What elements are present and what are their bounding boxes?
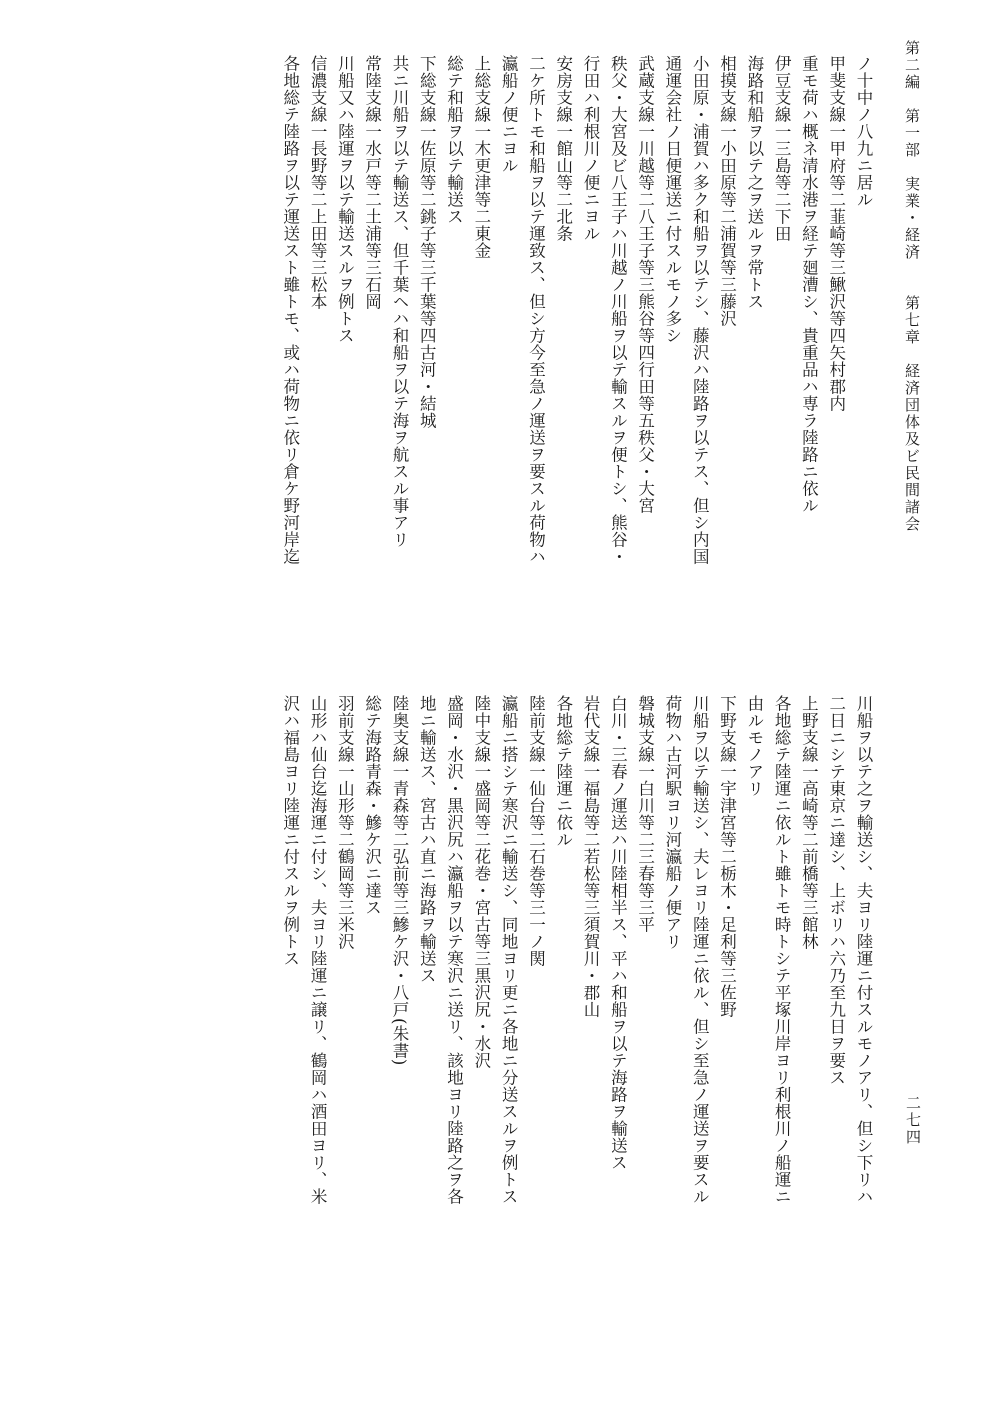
text-line: 川船又ハ陸運ヲ以テ輸送スルヲ例トス [335,55,355,344]
text-line: 二日ニシテ東京ニ達シ、上ボリハ六乃至九日ヲ要ス [826,695,846,1086]
text-line: 行田ハ利根川ノ便ニヨル [581,55,601,242]
text-line: 共ニ川船ヲ以テ輸送ス、但千葉ヘハ和船ヲ以テ海ヲ航スル事アリ [389,55,409,548]
text-line: 上総支線一木更津等二東金 [471,55,491,259]
text-line: 下総支線一佐原等二銚子等三千葉等四古河・結城 [417,55,437,429]
text-line: 白川・三春ノ運送ハ川陸相半ス、平ハ和船ヲ以テ海路ヲ輸送ス [608,695,628,1171]
text-line: 伊豆支線一三島等二下田 [772,55,792,242]
upper-text-block [57,55,877,655]
text-line: 海路和船ヲ以テ之ヲ送ルヲ常トス [744,55,764,310]
text-line: 小田原・浦賀ハ多ク和船ヲ以テシ、藤沢ハ陸路ヲ以テス、但シ内国 [690,55,710,565]
text-line: 総テ海路青森・鰺ケ沢ニ達ス [362,695,382,916]
text-line: 瀛船ニ搭シテ寒沢ニ輸送シ、同地ヨリ更ニ各地ニ分送スルヲ例トス [499,695,519,1205]
text-line: 盛岡・水沢・黒沢尻ハ瀛船ヲ以テ寒沢ニ送リ、該地ヨリ陸路之ヲ各 [444,695,464,1205]
text-line: 川船ヲ以テ輸送シ、夫レヨリ陸運ニ依ル、但シ至急ノ運送ヲ要スル [690,695,710,1205]
text-line: 各地総テ陸路ヲ以テ運送スト雖トモ、或ハ荷物ニ依リ倉ケ野河岸迄 [280,55,300,565]
text-line: 各地総テ陸運ニ依ルト雖トモ時トシテ平塚川岸ヨリ利根川ノ船運ニ [772,695,792,1205]
lower-text-block [77,695,877,1350]
text-line: 常陸支線一水戸等二土浦等三石岡 [362,55,382,310]
text-line: 地ニ輸送ス、宮古ハ直ニ海路ヲ輸送ス [417,695,437,984]
text-line: 川船ヲ以テ之ヲ輸送シ、夫ヨリ陸運ニ付スルモノアリ、但シ下リハ [854,695,873,1205]
text-line: 羽前支線一山形等二鶴岡等三米沢 [335,695,355,950]
page-number: 二七四 [904,1095,922,1146]
text-line: 通運会社ノ日便運送ニ付スルモノ多シ [662,55,682,344]
text-line: 相摸支線一小田原等二浦賀等三藤沢 [717,55,737,327]
text-line: 各地総テ陸運ニ依ル [553,695,573,848]
text-line: ノ十中ノ八九ニ居ル [854,55,873,208]
text-line: 磐城支線一白川等二三春等三平 [635,695,655,933]
text-line: 武蔵支線一川越等二八王子等三熊谷等四行田等五秩父・大宮 [635,55,655,514]
text-line: 信濃支線一長野等二上田等三松本 [308,55,328,310]
text-line: 瀛船ノ便ニヨル [499,55,519,174]
text-line: 甲斐支線一甲府等二韮崎等三鰍沢等四矢村郡内 [826,55,846,412]
text-line: 上野支線一高崎等二前橋等三館林 [799,695,819,950]
text-line: 山形ハ仙台迄海運ニ付シ、夫ヨリ陸運ニ譲リ、鶴岡ハ酒田ヨリ、米 [308,695,328,1205]
text-line: 下野支線一宇津宮等二栃木・足利等三佐野 [717,695,737,1018]
running-header: 第二編 第一部 実業・経済 第七章 経済団体及ビ民間諸会 [903,40,921,533]
text-line: 二ケ所トモ和船ヲ以テ運致ス、但シ方今至急ノ運送ヲ要スル荷物ハ [526,55,546,565]
text-line: 陸前支線一仙台等二石巻等三一ノ関 [526,695,546,967]
text-line: 荷物ハ古河駅ヨリ河瀛船ノ便アリ [662,695,682,950]
text-line: 陸中支線一盛岡等二花巻・宮古等三黒沢尻・水沢 [471,695,491,1069]
text-line: 由ルモノアリ [744,695,764,797]
text-line: 重モ荷ハ概ネ清水港ヲ経テ廻漕シ、貴重品ハ専ラ陸路ニ依ル [799,55,819,514]
text-line: 安房支線一館山等二北条 [553,55,573,242]
text-line: 陸奥支線一青森等二弘前等三鰺ケ沢・八戸(朱書) [389,695,409,1066]
text-line: 総テ和船ヲ以テ輸送ス [444,55,464,225]
text-line: 秩父・大宮及ビ八王子ハ川越ノ川船ヲ以テ輸スルヲ便トシ、熊谷・ [608,55,628,565]
text-line: 岩代支線一福島等二若松等三須賀川・郡山 [581,695,601,1018]
text-line: 沢ハ福島ヨリ陸運ニ付スルヲ例トス [280,695,300,967]
